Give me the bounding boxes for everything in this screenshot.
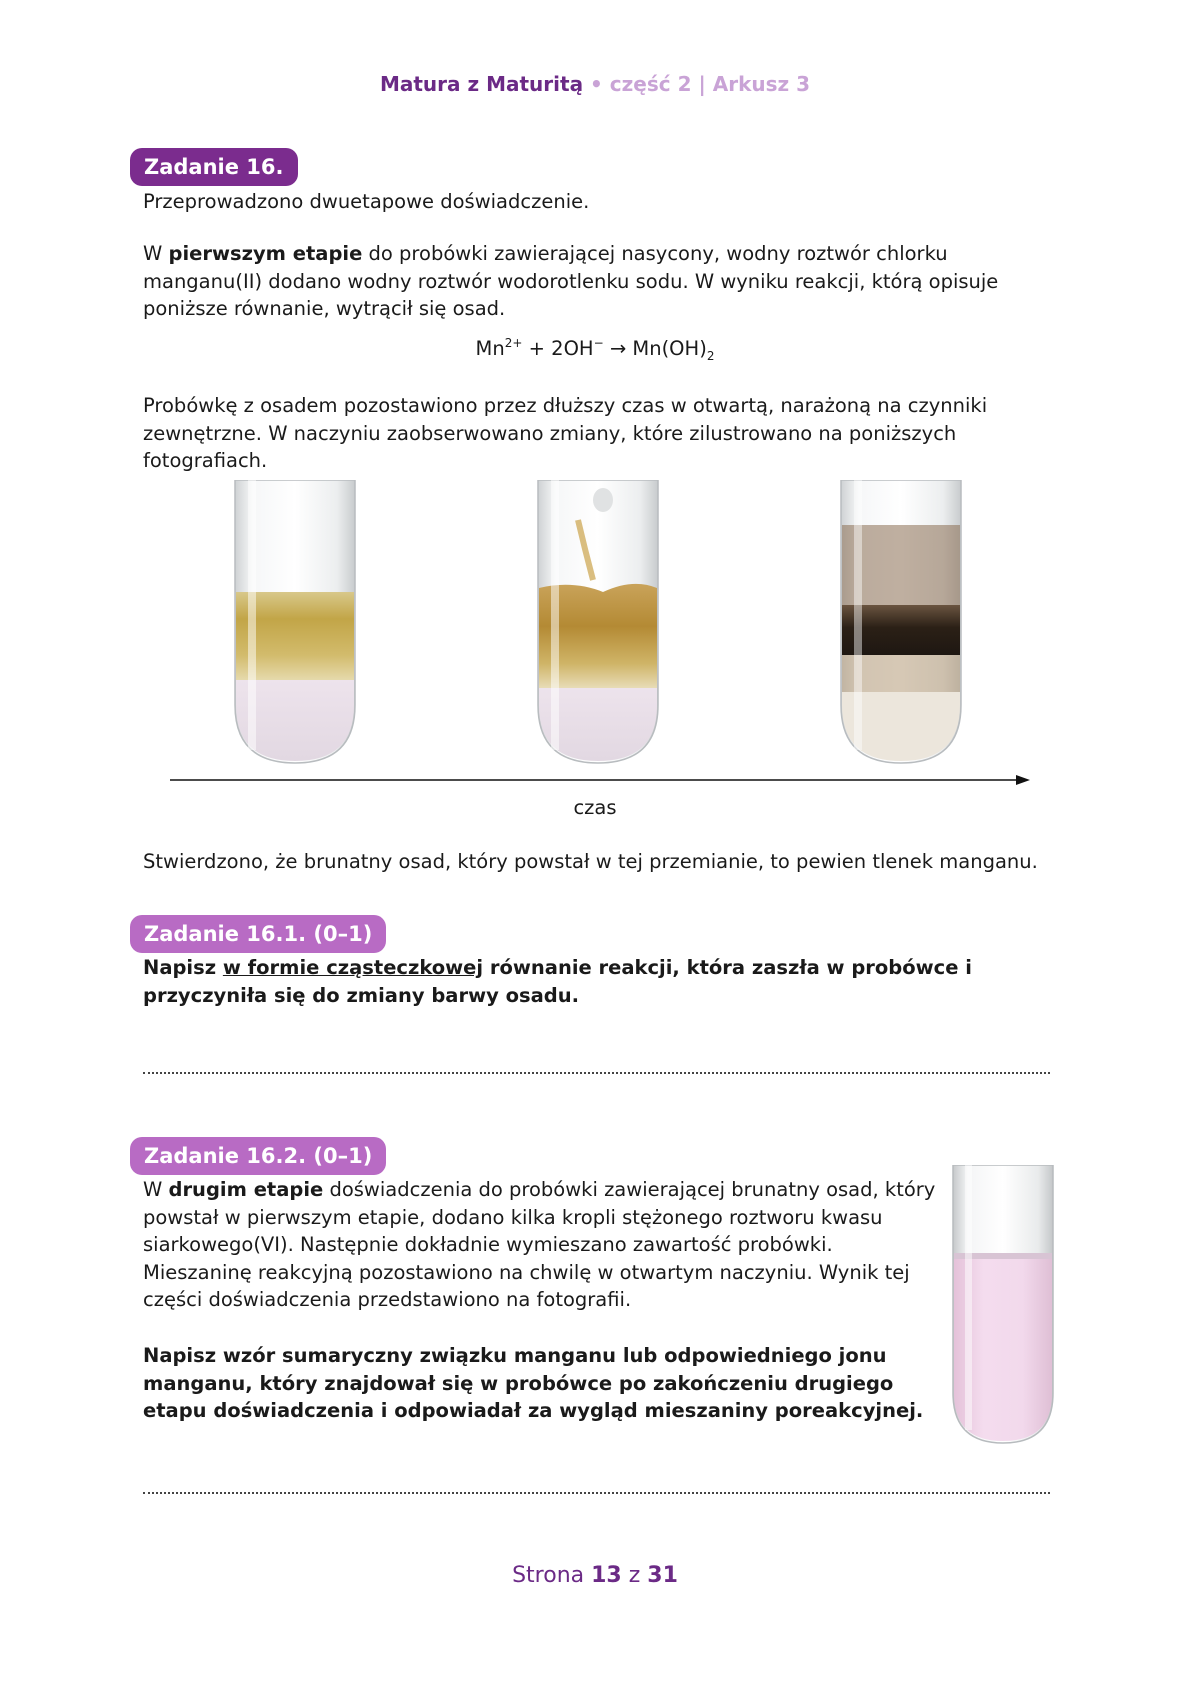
footer-page-number: 13 (591, 1563, 622, 1588)
task-16-2-badge: Zadanie 16.2. (0–1) (130, 1137, 386, 1175)
q1-rest: równanie reakcji, która zaszła w probówce i przyczyniła się do zmiany barwy osadu. (143, 956, 972, 1007)
time-axis-label: czas (573, 796, 617, 819)
task-16-paragraph-1 (143, 240, 1063, 323)
p1-start: W (143, 242, 169, 265)
test-tube-photo-pink (951, 1165, 1055, 1445)
task-16-paragraph-3: Stwierdzono, że brunatny osad, który powstał w tej przemianie, to pewien tlenek manganu. (143, 850, 1038, 873)
footer-mid: z (621, 1563, 648, 1588)
task-16-1-question (143, 954, 1063, 1009)
q1-underlined: w formie cząsteczkowej (222, 956, 484, 979)
task-16-intro: Przeprowadzono dwuetapowe doświadczenie. (143, 190, 590, 213)
test-tube-photo-1 (220, 480, 370, 765)
p1-bold: pierwszym etapie (168, 242, 363, 265)
page-header (0, 72, 1190, 96)
task-16-2-question: Napisz wzór sumaryczny związku manganu lub odpowiedniego jonu manganu, który znajdował się w probówce po zakończeniu drugiego etapu doświadczenia i odpowiadał za wygląd mieszaniny poreakcyjnej. (143, 1344, 924, 1422)
answer-line-16-1[interactable] (143, 1072, 1050, 1074)
eq-mn-charge: 2+ (504, 336, 523, 350)
test-tube-photo-2 (523, 480, 673, 765)
p1-rest: do probówki zawierającej nasycony, wodny roztwór chlorku manganu(II) dodano wodny roztwór wodorotlenku sodu. W wyniku reakcji, którą opisuje poniższe równanie, wytrącił się osad. (143, 242, 999, 320)
header-subtitle: • część 2 | Arkusz 3 (590, 72, 811, 96)
eq-product-subscript: 2 (706, 349, 715, 363)
task-16-2-paragraph (143, 1176, 943, 1314)
footer-total-pages: 31 (647, 1563, 678, 1588)
eq-oh: + 2OH (522, 337, 594, 360)
footer-prefix: Strona (512, 1563, 592, 1588)
task-16-1-badge: Zadanie 16.1. (0–1) (130, 915, 386, 953)
q1-start: Napisz (143, 956, 223, 979)
p16-2-rest: doświadczenia do probówki zawierającej brunatny osad, który powstał w pierwszym etapie, dodano kilka kropli stężonego roztworu kwasu siarkowego(VI). Następnie dokładnie wymieszano zawartość probówki. Mieszaninę reakcyjną pozostawiono na chwilę w otwartym naczyniu. Wynik tej części doświadczenia przedstawiono na fotografii. (143, 1178, 936, 1311)
eq-oh-charge: − (593, 336, 604, 350)
reaction-equation (0, 336, 1190, 363)
answer-line-16-2[interactable] (143, 1492, 1050, 1494)
p16-2-start: W (143, 1178, 169, 1201)
header-title: Matura z Maturitą (379, 72, 584, 96)
test-tube-photo-3 (826, 480, 976, 765)
eq-product: → Mn(OH) (603, 337, 707, 360)
eq-mn: Mn (475, 337, 505, 360)
task-16-badge: Zadanie 16. (130, 148, 298, 186)
p16-2-bold: drugim etapie (168, 1178, 324, 1201)
task-16-paragraph-2: Probówkę z osadem pozostawiono przez dłuższy czas w otwartą, narażoną na czynniki zewnętrzne. W naczyniu zaobserwowano zmiany, które zilustrowano na poniższych fotografiach. (143, 394, 988, 472)
page-footer (0, 1563, 1190, 1588)
